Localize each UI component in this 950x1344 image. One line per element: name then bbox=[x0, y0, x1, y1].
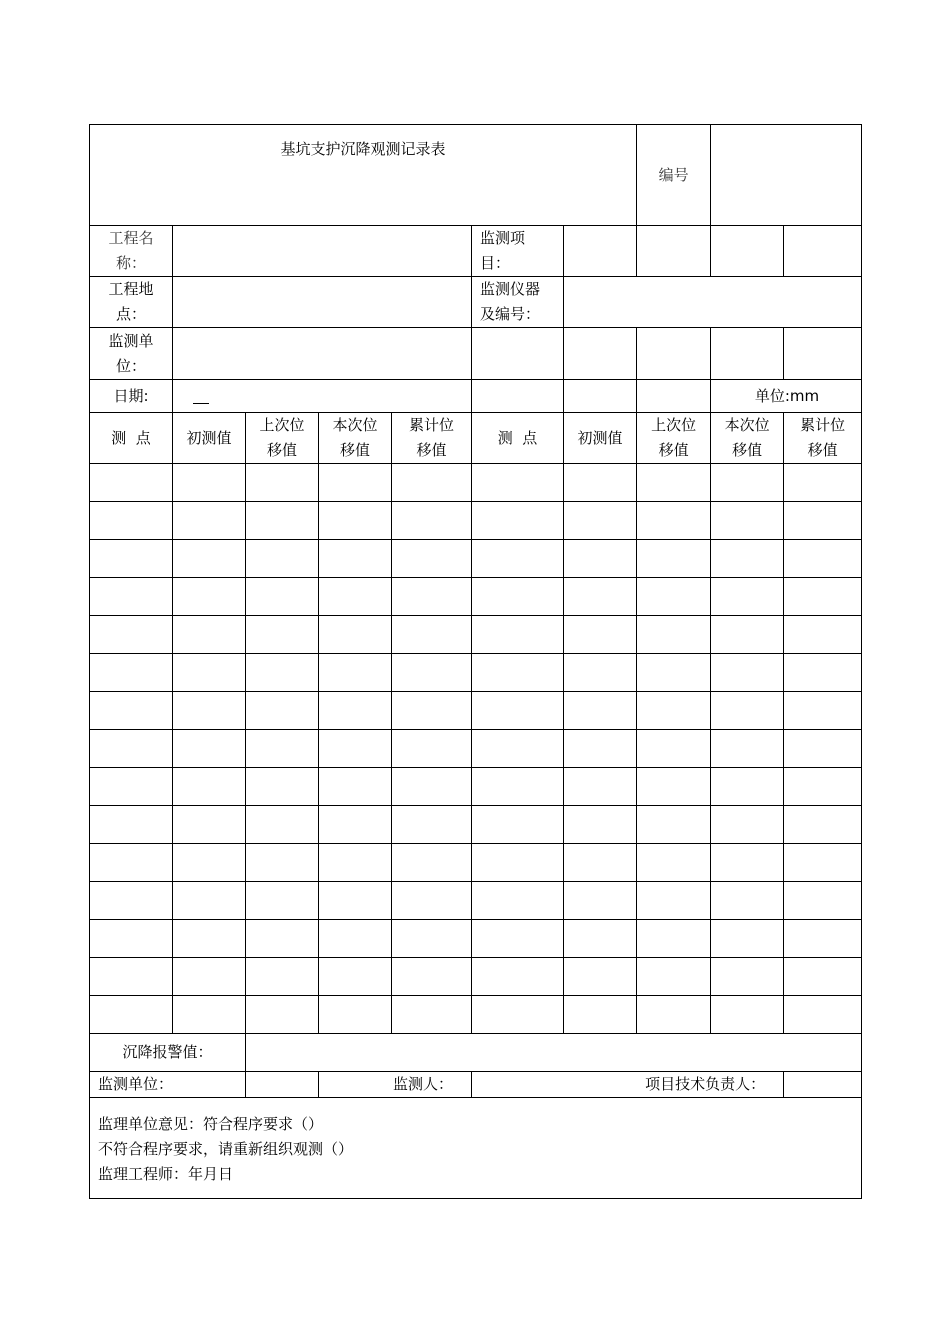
monitor-item-field-2[interactable] bbox=[637, 226, 711, 277]
monitor-unit-label: 监测单 位： bbox=[90, 328, 173, 380]
data-cell[interactable] bbox=[637, 692, 711, 730]
data-cell[interactable] bbox=[319, 540, 392, 578]
date-blank-line bbox=[193, 389, 209, 404]
col-header-last-disp: 上次位 移值 bbox=[246, 413, 319, 464]
data-cell[interactable] bbox=[564, 730, 637, 768]
data-cell[interactable] bbox=[711, 768, 784, 806]
data-cell[interactable] bbox=[711, 958, 784, 996]
data-cell[interactable] bbox=[90, 844, 173, 882]
opinion-line: 不符合程序要求，请重新组织观测（） bbox=[98, 1140, 354, 1158]
table-row bbox=[90, 958, 862, 996]
data-cell[interactable] bbox=[392, 806, 472, 844]
monitor-item-field-1[interactable] bbox=[564, 226, 637, 277]
data-cell[interactable] bbox=[472, 730, 564, 768]
project-location-label: 工程地 点： bbox=[90, 277, 173, 328]
project-name-label: 工程名 称： bbox=[90, 226, 173, 277]
col-header-current-disp: 本次位 移值 bbox=[319, 413, 392, 464]
data-cell[interactable] bbox=[90, 616, 173, 654]
table-row bbox=[90, 730, 862, 768]
data-cell[interactable] bbox=[472, 996, 564, 1034]
blank-cell[interactable] bbox=[564, 328, 637, 380]
data-cell[interactable] bbox=[173, 540, 246, 578]
data-cell[interactable] bbox=[564, 920, 637, 958]
alarm-label: 沉降报警值： bbox=[90, 1034, 246, 1072]
data-cell[interactable] bbox=[246, 806, 319, 844]
table-row bbox=[90, 920, 862, 958]
record-table bbox=[89, 124, 862, 1199]
data-cell[interactable] bbox=[392, 958, 472, 996]
data-cell[interactable] bbox=[173, 806, 246, 844]
data-cell[interactable] bbox=[246, 768, 319, 806]
data-cell[interactable] bbox=[472, 464, 564, 502]
data-cell[interactable] bbox=[564, 464, 637, 502]
data-cell[interactable] bbox=[246, 692, 319, 730]
data-cell[interactable] bbox=[472, 768, 564, 806]
data-cell[interactable] bbox=[637, 730, 711, 768]
blank-cell[interactable] bbox=[711, 328, 784, 380]
footer-monitor-unit-field[interactable] bbox=[246, 1072, 319, 1098]
data-cell[interactable] bbox=[392, 578, 472, 616]
data-cell[interactable] bbox=[392, 996, 472, 1034]
blank-cell[interactable] bbox=[637, 380, 711, 413]
data-cell[interactable] bbox=[637, 578, 711, 616]
date-label: 日期: bbox=[90, 380, 173, 413]
data-cell[interactable] bbox=[392, 692, 472, 730]
data-cell[interactable] bbox=[637, 844, 711, 882]
data-cell[interactable] bbox=[784, 730, 862, 768]
footer-monitor-person-label: 监测人： bbox=[319, 1072, 472, 1098]
unit-label: 单位:mm bbox=[711, 380, 862, 413]
monitor-item-field-3[interactable] bbox=[711, 226, 784, 277]
blank-cell[interactable] bbox=[784, 328, 862, 380]
data-cell[interactable] bbox=[637, 806, 711, 844]
data-cell[interactable] bbox=[392, 844, 472, 882]
date-field[interactable] bbox=[173, 380, 472, 413]
data-cell[interactable] bbox=[173, 844, 246, 882]
data-cell[interactable] bbox=[173, 692, 246, 730]
opinion-line: 监理单位意见：符合程序要求（） bbox=[98, 1115, 324, 1133]
data-cell[interactable] bbox=[711, 616, 784, 654]
column-header-row bbox=[90, 413, 862, 464]
table-row bbox=[90, 502, 862, 540]
data-cell[interactable] bbox=[90, 692, 173, 730]
blank-cell[interactable] bbox=[564, 380, 637, 413]
data-cell[interactable] bbox=[711, 882, 784, 920]
data-cell[interactable] bbox=[173, 616, 246, 654]
data-cell[interactable] bbox=[319, 768, 392, 806]
data-cell[interactable] bbox=[784, 578, 862, 616]
data-cell[interactable] bbox=[472, 692, 564, 730]
data-cell[interactable] bbox=[784, 958, 862, 996]
data-cell[interactable] bbox=[637, 958, 711, 996]
serial-label: 编号 bbox=[637, 125, 711, 226]
table-row bbox=[90, 464, 862, 502]
footer-tech-lead-field[interactable] bbox=[784, 1072, 862, 1098]
data-cell[interactable] bbox=[637, 882, 711, 920]
data-cell[interactable] bbox=[246, 464, 319, 502]
data-cell[interactable] bbox=[319, 692, 392, 730]
table-row bbox=[90, 844, 862, 882]
data-cell[interactable] bbox=[392, 540, 472, 578]
data-cell[interactable] bbox=[784, 920, 862, 958]
data-cell[interactable] bbox=[784, 692, 862, 730]
data-cell[interactable] bbox=[246, 616, 319, 654]
data-cell[interactable] bbox=[90, 806, 173, 844]
data-cell[interactable] bbox=[392, 920, 472, 958]
data-cell[interactable] bbox=[564, 768, 637, 806]
data-cell[interactable] bbox=[564, 844, 637, 882]
table-row bbox=[90, 692, 862, 730]
data-cell[interactable] bbox=[637, 654, 711, 692]
data-cell[interactable] bbox=[319, 958, 392, 996]
data-cell[interactable] bbox=[711, 730, 784, 768]
data-cell[interactable] bbox=[173, 502, 246, 540]
data-cell[interactable] bbox=[392, 464, 472, 502]
col-header-point: 测 点 bbox=[90, 413, 173, 464]
col-header-initial-2: 初测值 bbox=[564, 413, 637, 464]
table-row bbox=[90, 540, 862, 578]
data-cell[interactable] bbox=[90, 578, 173, 616]
data-cell[interactable] bbox=[392, 616, 472, 654]
data-cell[interactable] bbox=[90, 730, 173, 768]
data-cell[interactable] bbox=[564, 502, 637, 540]
table-row bbox=[90, 768, 862, 806]
data-cell[interactable] bbox=[90, 502, 173, 540]
data-cell[interactable] bbox=[319, 464, 392, 502]
data-cell[interactable] bbox=[472, 920, 564, 958]
supervisor-opinion bbox=[90, 1098, 862, 1199]
data-cell[interactable] bbox=[711, 540, 784, 578]
data-cell[interactable] bbox=[564, 882, 637, 920]
data-cell[interactable] bbox=[246, 844, 319, 882]
data-cell[interactable] bbox=[173, 654, 246, 692]
data-cell[interactable] bbox=[637, 502, 711, 540]
data-cell[interactable] bbox=[784, 502, 862, 540]
data-cell[interactable] bbox=[319, 920, 392, 958]
data-cell[interactable] bbox=[392, 730, 472, 768]
blank-cell[interactable] bbox=[472, 380, 564, 413]
data-cell[interactable] bbox=[173, 920, 246, 958]
data-cell[interactable] bbox=[711, 578, 784, 616]
data-cell[interactable] bbox=[711, 502, 784, 540]
col-header-current-disp-2: 本次位 移值 bbox=[711, 413, 784, 464]
project-location-field[interactable] bbox=[173, 277, 472, 328]
data-cell[interactable] bbox=[637, 540, 711, 578]
table-row bbox=[90, 616, 862, 654]
data-cell[interactable] bbox=[472, 540, 564, 578]
data-cell[interactable] bbox=[564, 692, 637, 730]
table-row bbox=[90, 806, 862, 844]
data-cell[interactable] bbox=[637, 996, 711, 1034]
blank-cell[interactable] bbox=[472, 328, 564, 380]
data-cell[interactable] bbox=[173, 882, 246, 920]
col-header-initial: 初测值 bbox=[173, 413, 246, 464]
data-cell[interactable] bbox=[564, 996, 637, 1034]
data-cell[interactable] bbox=[784, 768, 862, 806]
data-cell[interactable] bbox=[173, 578, 246, 616]
data-cell[interactable] bbox=[173, 996, 246, 1034]
serial-value-cell[interactable] bbox=[711, 125, 862, 226]
data-cell[interactable] bbox=[246, 996, 319, 1034]
data-cell[interactable] bbox=[784, 654, 862, 692]
data-cell[interactable] bbox=[564, 616, 637, 654]
col-header-point-2: 测 点 bbox=[472, 413, 564, 464]
data-cell[interactable] bbox=[564, 578, 637, 616]
data-cell[interactable] bbox=[319, 996, 392, 1034]
form-title: 基坑支护沉降观测记录表 bbox=[90, 125, 637, 226]
data-cell[interactable] bbox=[784, 844, 862, 882]
data-cell[interactable] bbox=[319, 844, 392, 882]
data-cell[interactable] bbox=[637, 920, 711, 958]
data-cell[interactable] bbox=[90, 768, 173, 806]
footer-monitor-unit-label: 监测单位： bbox=[90, 1072, 246, 1098]
data-cell[interactable] bbox=[784, 882, 862, 920]
data-cell[interactable] bbox=[711, 806, 784, 844]
data-cell[interactable] bbox=[173, 768, 246, 806]
data-cell[interactable] bbox=[173, 958, 246, 996]
table-row bbox=[90, 654, 862, 692]
data-cell[interactable] bbox=[784, 806, 862, 844]
data-cell[interactable] bbox=[90, 996, 173, 1034]
data-cell[interactable] bbox=[246, 882, 319, 920]
data-cell[interactable] bbox=[564, 958, 637, 996]
data-cell[interactable] bbox=[246, 920, 319, 958]
data-cell[interactable] bbox=[711, 654, 784, 692]
data-cell[interactable] bbox=[173, 730, 246, 768]
col-header-cumulative-disp-2: 累计位 移值 bbox=[784, 413, 862, 464]
blank-cell[interactable] bbox=[637, 328, 711, 380]
data-cell[interactable] bbox=[246, 540, 319, 578]
data-cell[interactable] bbox=[392, 882, 472, 920]
data-cell[interactable] bbox=[711, 692, 784, 730]
data-cell[interactable] bbox=[392, 654, 472, 692]
data-cell[interactable] bbox=[392, 768, 472, 806]
data-cell[interactable] bbox=[637, 464, 711, 502]
monitor-item-field-4[interactable] bbox=[784, 226, 862, 277]
data-cell[interactable] bbox=[711, 844, 784, 882]
data-cell[interactable] bbox=[319, 654, 392, 692]
data-cell[interactable] bbox=[784, 616, 862, 654]
data-cell[interactable] bbox=[711, 464, 784, 502]
data-cell[interactable] bbox=[711, 996, 784, 1034]
col-header-last-disp-2: 上次位 移值 bbox=[637, 413, 711, 464]
data-cell[interactable] bbox=[784, 540, 862, 578]
data-cell[interactable] bbox=[319, 882, 392, 920]
monitor-item-label: 监测项 目： bbox=[472, 226, 564, 277]
data-cell[interactable] bbox=[711, 920, 784, 958]
data-cell[interactable] bbox=[472, 578, 564, 616]
alarm-field[interactable] bbox=[246, 1034, 862, 1072]
data-cell[interactable] bbox=[472, 502, 564, 540]
data-cell[interactable] bbox=[564, 806, 637, 844]
opinion-line: 监理工程师：年月日 bbox=[98, 1165, 234, 1183]
data-cell[interactable] bbox=[90, 540, 173, 578]
table-row bbox=[90, 578, 862, 616]
data-cell[interactable] bbox=[246, 654, 319, 692]
data-cell[interactable] bbox=[319, 578, 392, 616]
monitor-unit-field[interactable] bbox=[173, 328, 472, 380]
data-cell[interactable] bbox=[472, 616, 564, 654]
data-cell[interactable] bbox=[319, 730, 392, 768]
data-cell[interactable] bbox=[173, 464, 246, 502]
data-cell[interactable] bbox=[90, 882, 173, 920]
data-cell[interactable] bbox=[90, 958, 173, 996]
project-name-field[interactable] bbox=[173, 226, 472, 277]
footer-tech-lead-label: 项目技术负责人： bbox=[472, 1072, 784, 1098]
data-cell[interactable] bbox=[784, 996, 862, 1034]
data-cell[interactable] bbox=[246, 502, 319, 540]
table-row bbox=[90, 996, 862, 1034]
data-cell[interactable] bbox=[319, 502, 392, 540]
instrument-field[interactable] bbox=[564, 277, 862, 328]
data-cell[interactable] bbox=[564, 540, 637, 578]
data-cell[interactable] bbox=[472, 844, 564, 882]
table-row bbox=[90, 882, 862, 920]
data-cell[interactable] bbox=[472, 654, 564, 692]
data-cell[interactable] bbox=[246, 578, 319, 616]
data-cell[interactable] bbox=[246, 730, 319, 768]
data-cell[interactable] bbox=[90, 464, 173, 502]
instrument-label: 监测仪器 及编号： bbox=[472, 277, 564, 328]
data-cell[interactable] bbox=[319, 616, 392, 654]
data-cell[interactable] bbox=[637, 616, 711, 654]
data-cell[interactable] bbox=[90, 920, 173, 958]
data-cell[interactable] bbox=[472, 882, 564, 920]
data-cell[interactable] bbox=[472, 806, 564, 844]
data-cell[interactable] bbox=[564, 654, 637, 692]
data-cell[interactable] bbox=[392, 502, 472, 540]
data-cell[interactable] bbox=[637, 768, 711, 806]
data-cell[interactable] bbox=[319, 806, 392, 844]
data-cell[interactable] bbox=[90, 654, 173, 692]
data-cell[interactable] bbox=[784, 464, 862, 502]
data-cell[interactable] bbox=[472, 958, 564, 996]
data-cell[interactable] bbox=[246, 958, 319, 996]
col-header-cumulative-disp: 累计位 移值 bbox=[392, 413, 472, 464]
